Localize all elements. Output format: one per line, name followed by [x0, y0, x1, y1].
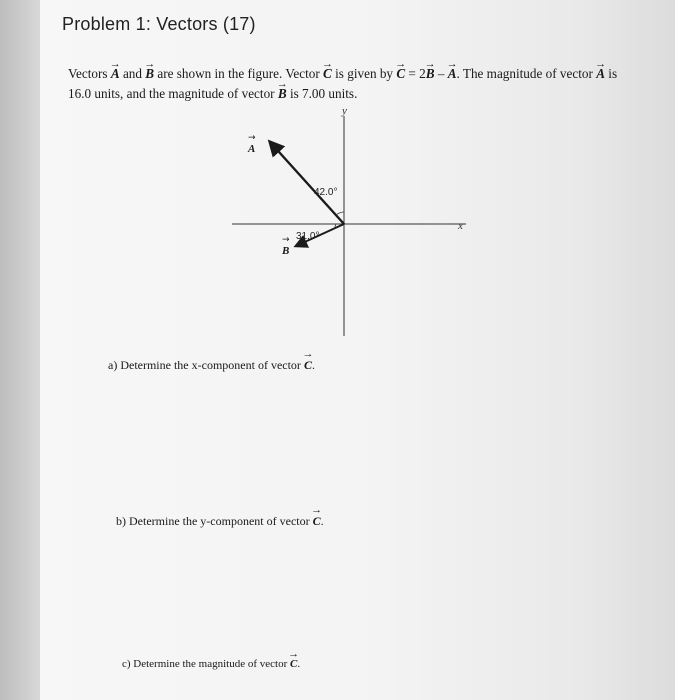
statement-text: = 2: [408, 66, 426, 81]
angle-b-label: 31.0°: [296, 231, 320, 242]
question-prefix: b): [116, 514, 126, 528]
statement-text: is 7.00 units.: [289, 86, 358, 101]
vector-b-arrow-mark: →: [282, 235, 290, 245]
vector-c-symbol: → C: [323, 64, 332, 84]
question-text: Determine the y-component of vector: [129, 514, 310, 528]
statement-text: . The magnitude of vector: [456, 66, 593, 81]
question-text: Determine the magnitude of vector: [133, 658, 288, 670]
statement-text: and: [122, 66, 142, 81]
y-axis-label: y: [342, 105, 347, 117]
statement-text: –: [437, 66, 445, 81]
vector-c-symbol: → C: [313, 514, 321, 529]
vector-diagram: [226, 100, 486, 340]
vector-c-symbol: → C: [304, 358, 312, 373]
question-text: Determine the x-component of vector: [120, 358, 301, 372]
question-prefix: a): [108, 358, 118, 372]
vector-a-symbol: → A: [448, 64, 457, 84]
problem-heading: Problem 1: Vectors (17): [62, 14, 256, 34]
angle-a-arc: [336, 212, 344, 215]
vector-b-symbol: → B: [426, 64, 435, 84]
statement-text: Vectors: [68, 66, 108, 81]
vector-a-symbol: → A: [596, 64, 605, 84]
x-axis-label: x: [458, 220, 463, 232]
statement-text: is 16.0 units, and the magnitude of vector: [68, 66, 618, 101]
vector-a-arrow-mark: →: [248, 133, 256, 143]
statement-text: are shown in the figure. Vector: [157, 66, 320, 81]
vector-a-arrow: [270, 142, 344, 224]
question-b: b) Determine the y-component of vector → C.: [116, 514, 324, 529]
question-a: a) Determine the x-component of vector → C.: [108, 358, 315, 373]
vector-a-symbol: → A: [111, 64, 120, 84]
vector-b-symbol: → B: [145, 64, 154, 84]
question-c: c) Determine the magnitude of vector → C.: [122, 658, 300, 670]
statement-text: is given by: [335, 66, 394, 81]
vector-b-label: B: [282, 245, 290, 257]
vector-c-symbol: → C: [290, 658, 297, 670]
vector-a-label: A: [248, 143, 256, 155]
vector-b-symbol: → B: [278, 84, 287, 104]
left-margin-shadow: [0, 0, 40, 700]
angle-a-label: 42.0°: [314, 187, 338, 198]
vector-c-symbol: → C: [396, 64, 405, 84]
problem-statement: [68, 64, 638, 104]
question-prefix: c): [122, 658, 131, 670]
